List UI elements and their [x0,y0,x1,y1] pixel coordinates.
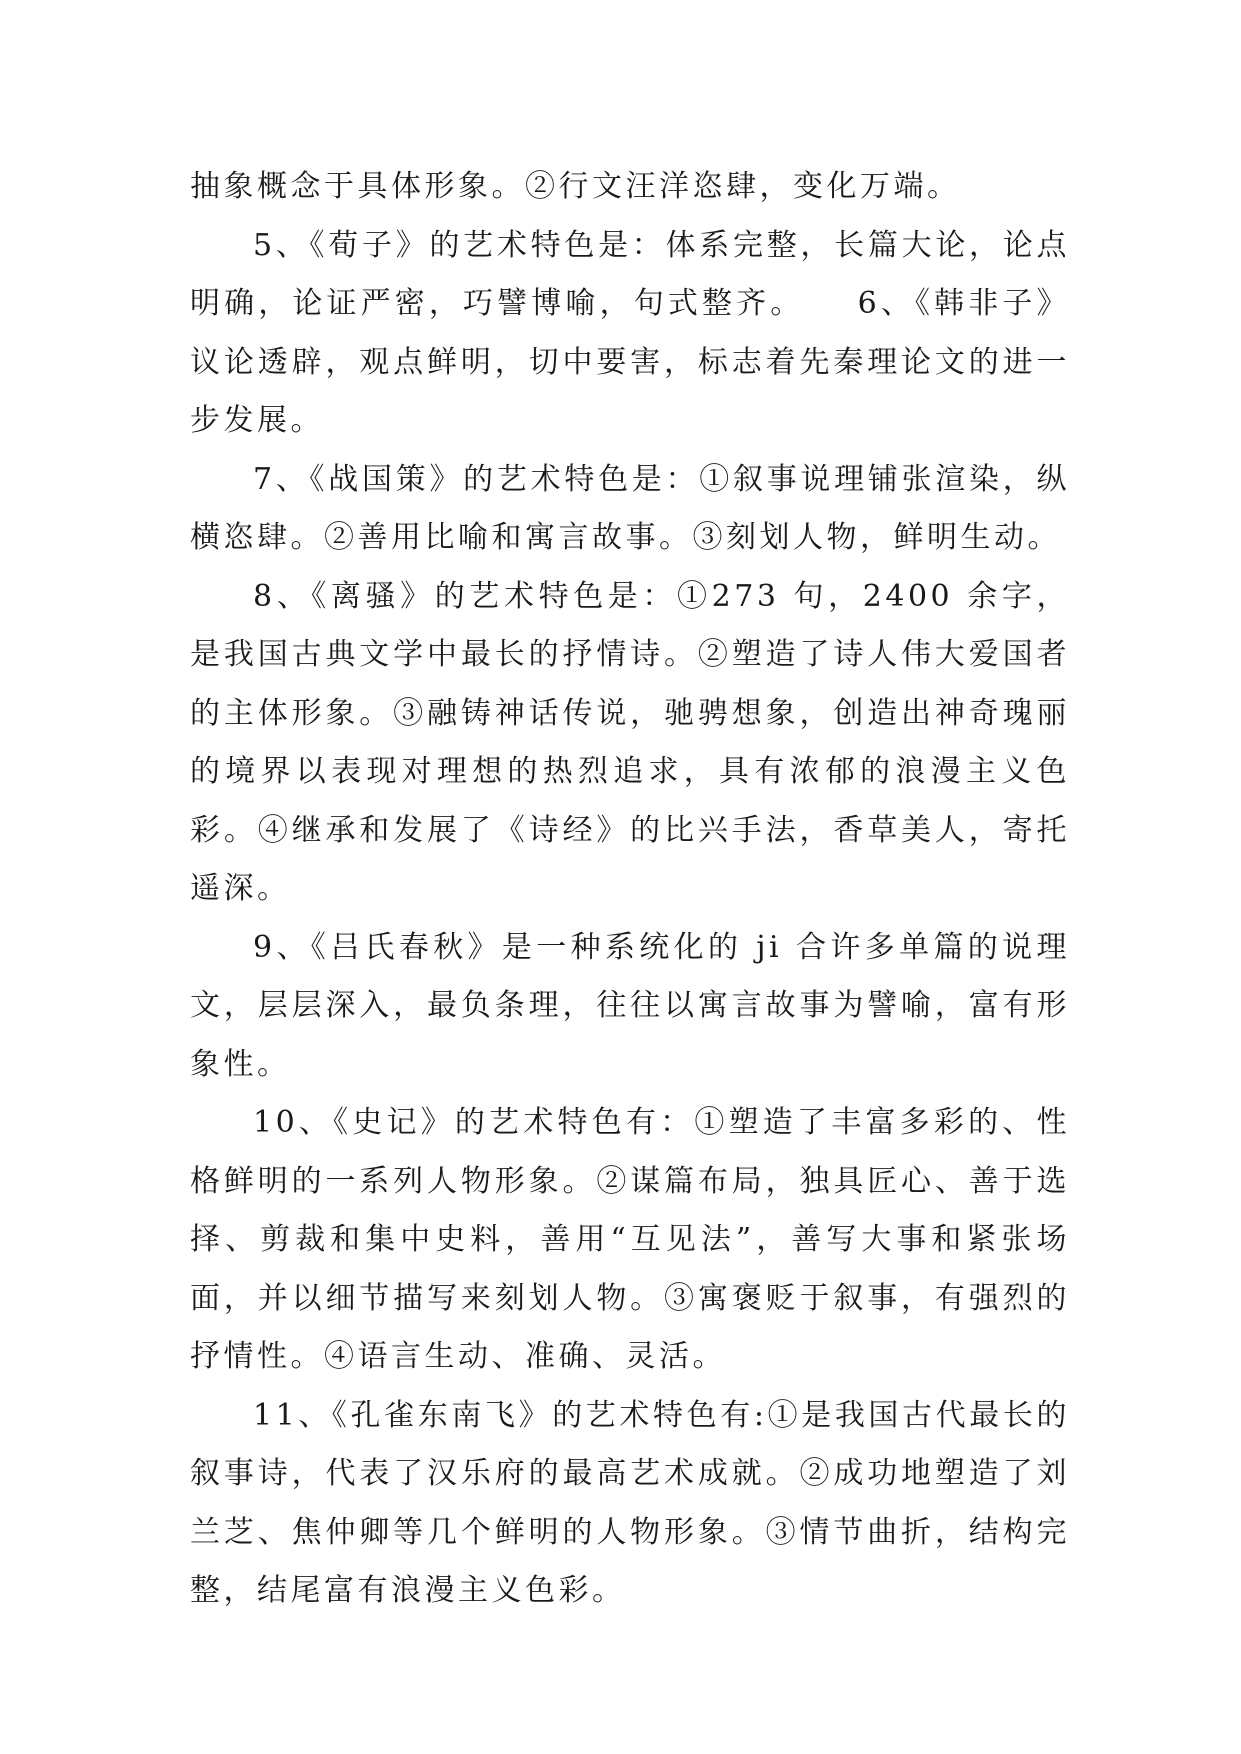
paragraph-lisao: 8、《离骚》的艺术特色是：①273 句，2400 余字，是我国古典文学中最长的抒情诗。②塑造了诗人伟大爱国者的主体形象。③融铸神话传说，驰骋想象，创造出神奇瑰丽的境界以表现对理想的热烈追求，具有浓郁的浪漫主义色彩。④继承和发展了《诗经》的比兴手法，香草美人，寄托遥深。 [190,578,1070,906]
paragraph-continuation: 抽象概念于具体形象。②行文汪洋恣肆，变化万端。 [190,169,961,204]
paragraph-zhanguoce: 7、《战国策》的艺术特色是：①叙事说理铺张渲染，纵横恣肆。②善用比喻和寓言故事。③刻划人物，鲜明生动。 [190,461,1070,555]
paragraph-lushi-chunqiu: 9、《吕氏春秋》是一种系统化的 ji 合许多单篇的说理文，层层深入，最负条理，往往以寓言故事为譬喻，富有形象性。 [190,929,1070,1082]
paragraph-kongque-dongnanfei: 11、《孔雀东南飞》的艺术特色有:①是我国古代最长的叙事诗，代表了汉乐府的最高艺术成就。②成功地塑造了刘兰芝、焦仲卿等几个鲜明的人物形象。③情节曲折，结构完整，结尾富有浪漫主义色彩。 [190,1397,1070,1608]
paragraph-shiji: 10、《史记》的艺术特色有：①塑造了丰富多彩的、性格鲜明的一系列人物形象。②谋篇布局，独具匠心、善于选择、剪裁和集中史料，善用“互见法”，善写大事和紧张场面，并以细节描写来刻划人物。③寓褒贬于叙事，有强烈的抒情性。④语言生动、准确、灵活。 [190,1105,1070,1374]
document-body [190,158,1070,1621]
paragraph-xunzi-hanfeizi: 5、《荀子》的艺术特色是：体系完整，长篇大论，论点明确，论证严密，巧譬博喻，句式整齐。 6、《韩非子》议论透辟，观点鲜明，切中要害，标志着先秦理论文的进一步发展。 [190,227,1070,438]
